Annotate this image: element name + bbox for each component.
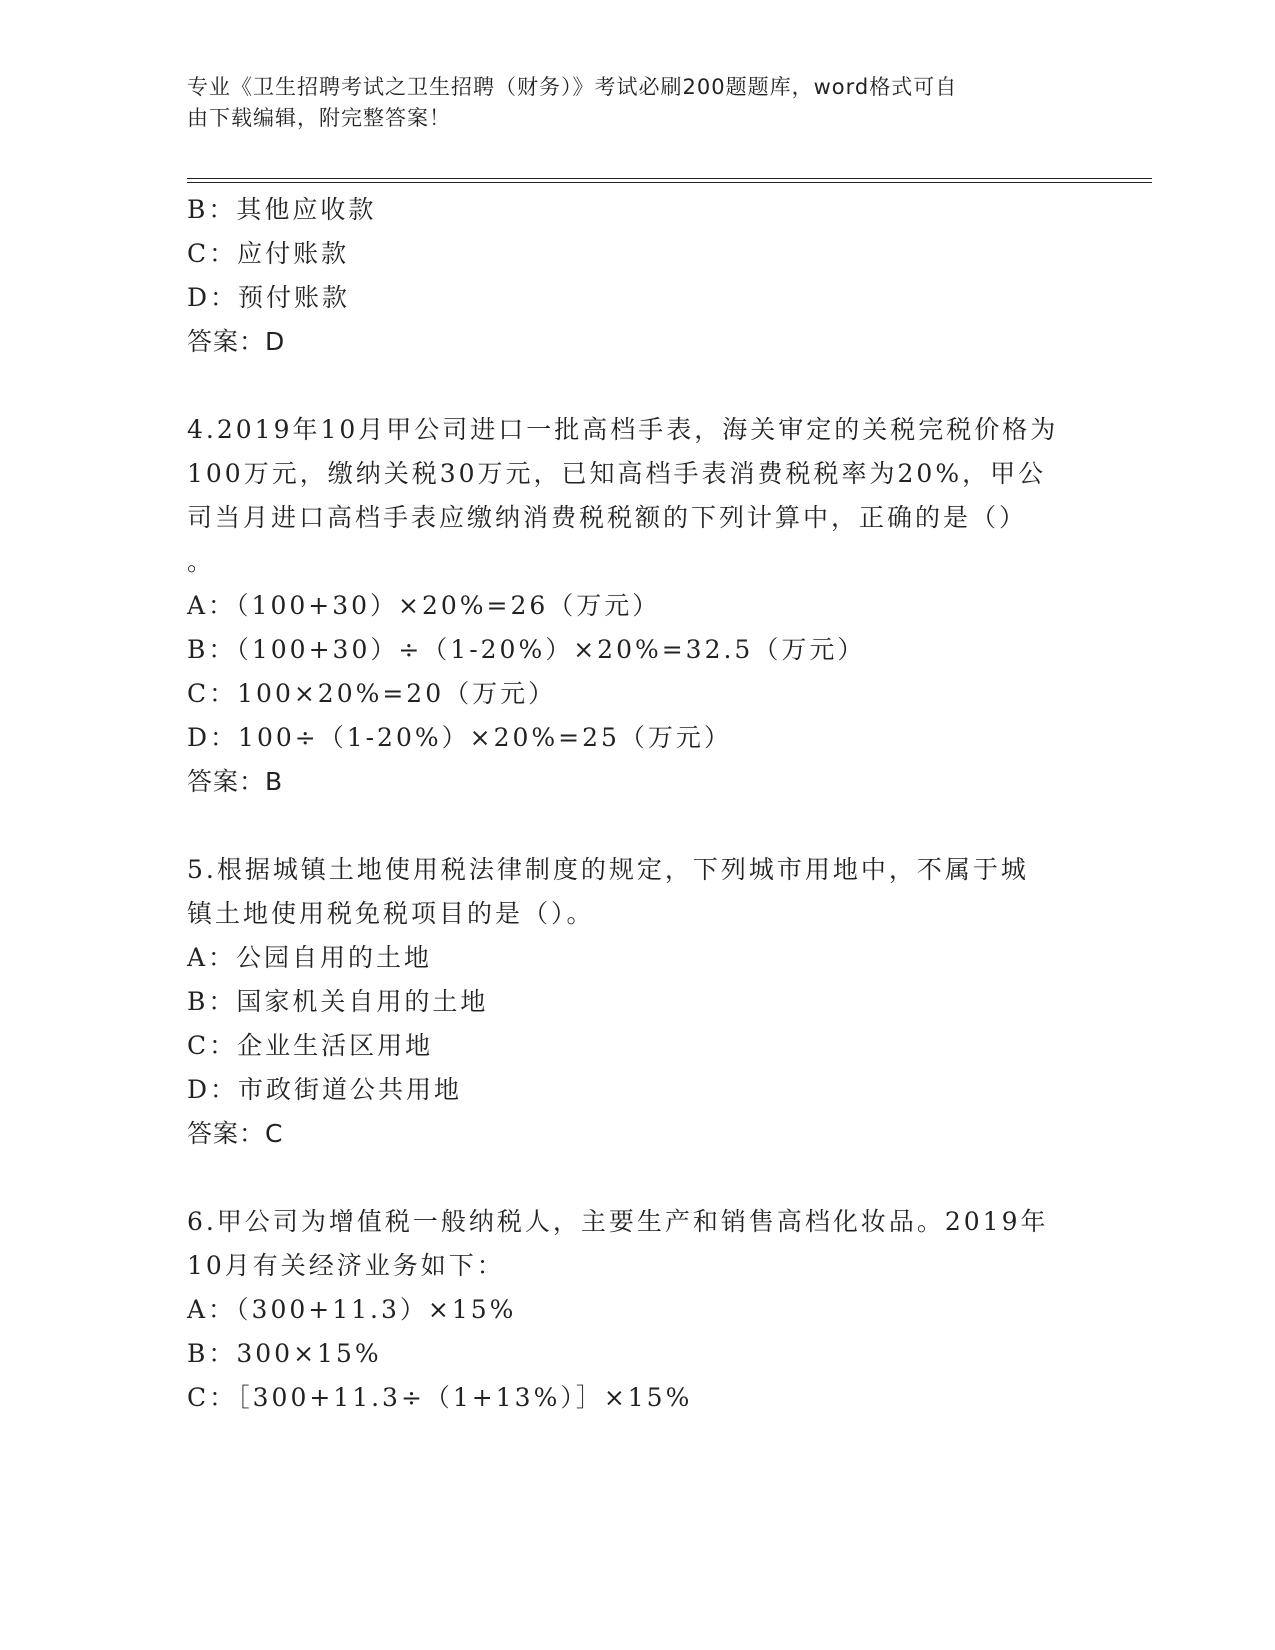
q3-option-d: D：预付账款 [187, 283, 351, 312]
q4-stem-line-2: 100万元，缴纳关税30万元，已知高档手表消费税税率为20%，甲公 [187, 459, 1047, 488]
header-divider-bottom [187, 182, 1152, 183]
q4-option-d: D：100÷（1-20%）×20%=25（万元） [187, 723, 732, 752]
q5-answer: 答案：C [187, 1119, 284, 1148]
q4-option-b: B：（100+30）÷（1-20%）×20%=32.5（万元） [187, 635, 866, 664]
q4-option-a: A：（100+30）×20%=26（万元） [187, 591, 661, 620]
q4-stem-line-4: 。 [187, 547, 216, 576]
q5-option-a: A：公园自用的土地 [187, 943, 433, 972]
q5-option-c: C：企业生活区用地 [187, 1031, 434, 1060]
q5-option-b: B：国家机关自用的土地 [187, 987, 489, 1016]
q6-option-b: B：300×15% [187, 1339, 382, 1368]
q3-option-c: C：应付账款 [187, 239, 350, 268]
q3-answer: 答案：D [187, 327, 286, 356]
q3-option-b: B：其他应收款 [187, 195, 377, 224]
q4-option-c: C：100×20%=20（万元） [187, 679, 557, 708]
header-line-2: 由下载编辑，附完整答案！ [187, 106, 451, 130]
document-header [187, 72, 1067, 134]
q4-stem-line-3: 司当月进口高档手表应缴纳消费税税额的下列计算中，正确的是（） [187, 503, 1028, 532]
q5-stem-line-1: 5.根据城镇土地使用税法律制度的规定，下列城市用地中，不属于城 [187, 855, 1029, 884]
q5-stem-line-2: 镇土地使用税免税项目的是（）。 [187, 899, 595, 928]
q6-option-c: C：［300+11.3÷（1+13%）］×15% [187, 1383, 693, 1412]
q5-option-d: D：市政街道公共用地 [187, 1075, 463, 1104]
header-line-1: 专业《卫生招聘考试之卫生招聘（财务）》考试必刷200题题库，word格式可自 [187, 75, 958, 99]
header-divider-top [187, 178, 1152, 179]
q6-option-a: A：（300+11.3）×15% [187, 1295, 517, 1324]
q4-answer: 答案：B [187, 767, 284, 796]
q4-stem-line-1: 4.2019年10月甲公司进口一批高档手表，海关审定的关税完税价格为 [187, 415, 1059, 444]
q6-stem-line-1: 6.甲公司为增值税一般纳税人，主要生产和销售高档化妆品。2019年 [187, 1207, 1049, 1236]
q6-stem-line-2: 10月有关经济业务如下： [187, 1251, 505, 1280]
